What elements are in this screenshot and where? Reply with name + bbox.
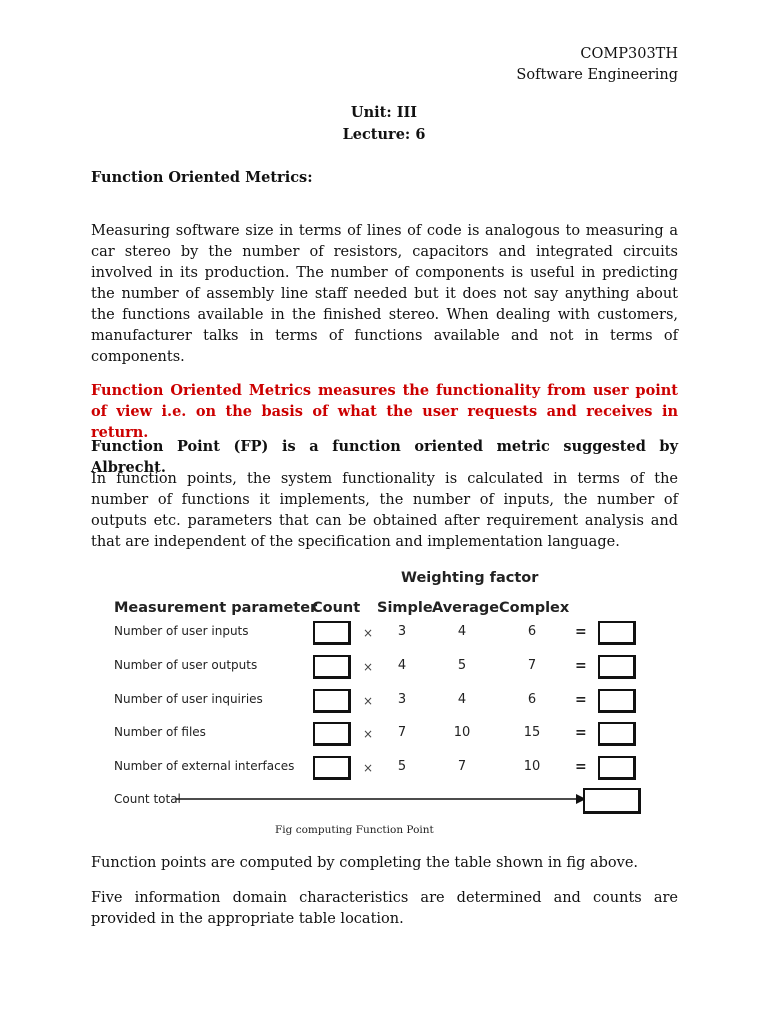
count-box xyxy=(313,722,351,746)
column-header-average: Average xyxy=(432,600,500,616)
average-weight: 4 xyxy=(457,624,467,639)
result-box xyxy=(598,655,636,679)
paragraph-definition: Function Oriented Metrics measures the functionality from user point of view i.e. on the basis of what the user requests and receives in return. xyxy=(91,382,678,441)
multiply-sign: × xyxy=(363,761,374,775)
paragraph-computation: Function points are computed by completing the table shown in fig above. xyxy=(91,855,639,871)
complex-weight: 10 xyxy=(523,759,541,774)
row-label-user-inquiries: Number of user inquiries xyxy=(114,692,263,706)
paragraph-function-points-explained: In function points, the system functionality is calculated in terms of the number of functions it implements, the number of inputs, the number of outputs etc. parameters that can be obtained after requirement analysis and that are independent of the specification and implementation language. xyxy=(91,471,678,550)
result-box xyxy=(598,756,636,780)
simple-weight: 3 xyxy=(397,692,407,707)
average-weight: 7 xyxy=(457,759,467,774)
result-box xyxy=(598,722,636,746)
row-label-external-interfaces: Number of external interfaces xyxy=(114,759,295,773)
figure-caption: Fig computing Function Point xyxy=(275,824,434,836)
complex-weight: 6 xyxy=(527,692,537,707)
simple-weight: 3 xyxy=(397,624,407,639)
count-total-box xyxy=(583,788,641,814)
multiply-sign: × xyxy=(363,626,374,640)
equals-sign: = xyxy=(575,759,587,775)
equals-sign: = xyxy=(575,692,587,708)
simple-weight: 4 xyxy=(397,658,407,673)
column-header-parameter: Measurement parameter xyxy=(114,600,318,616)
unit-title: Unit: III xyxy=(350,104,418,121)
equals-sign: = xyxy=(575,624,587,640)
paragraph-domain-characteristics: Five information domain characteristics are determined and counts are provided in the appropriate table location. xyxy=(91,890,678,927)
paragraph-intro: Measuring software size in terms of lines of code is analogous to measuring a car stereo by the number of resistors, capacitors and integrated circuits involved in its production. The number of components is useful in predicting the number of assembly line staff needed but it does not say anything about the functions available in the finished stereo. When dealing with customers, manufacturer talks in terms of functions available and not in terms of components. xyxy=(91,223,678,365)
multiply-sign: × xyxy=(363,694,374,708)
equals-sign: = xyxy=(575,658,587,674)
result-box xyxy=(598,621,636,645)
function-point-figure xyxy=(110,562,650,852)
lecture-title: Lecture: 6 xyxy=(342,126,426,143)
course-code: COMP303TH xyxy=(580,46,678,62)
row-label-user-inputs: Number of user inputs xyxy=(114,624,249,638)
count-total-arrow xyxy=(176,793,586,805)
count-box xyxy=(313,621,351,645)
average-weight: 10 xyxy=(453,725,471,740)
row-label-files: Number of files xyxy=(114,725,206,739)
complex-weight: 7 xyxy=(527,658,537,673)
column-header-count: Count xyxy=(312,600,361,616)
column-header-simple: Simple xyxy=(377,600,433,616)
average-weight: 5 xyxy=(457,658,467,673)
row-label-user-outputs: Number of user outputs xyxy=(114,658,258,672)
count-total-label: Count total xyxy=(114,792,181,806)
paragraph-function-point: Function Point (FP) is a function oriented metric suggested by Albrecht. xyxy=(91,438,678,476)
complex-weight: 15 xyxy=(523,725,541,740)
course-name: Software Engineering xyxy=(516,67,678,83)
average-weight: 4 xyxy=(457,692,467,707)
simple-weight: 5 xyxy=(397,759,407,774)
equals-sign: = xyxy=(575,725,587,741)
complex-weight: 6 xyxy=(527,624,537,639)
count-box xyxy=(313,756,351,780)
column-header-complex: Complex xyxy=(499,600,570,616)
section-heading: Function Oriented Metrics: xyxy=(91,169,313,186)
result-box xyxy=(598,689,636,713)
simple-weight: 7 xyxy=(397,725,407,740)
multiply-sign: × xyxy=(363,727,374,741)
multiply-sign: × xyxy=(363,660,374,674)
count-box xyxy=(313,689,351,713)
weighting-factor-heading: Weighting factor xyxy=(401,570,539,586)
count-box xyxy=(313,655,351,679)
